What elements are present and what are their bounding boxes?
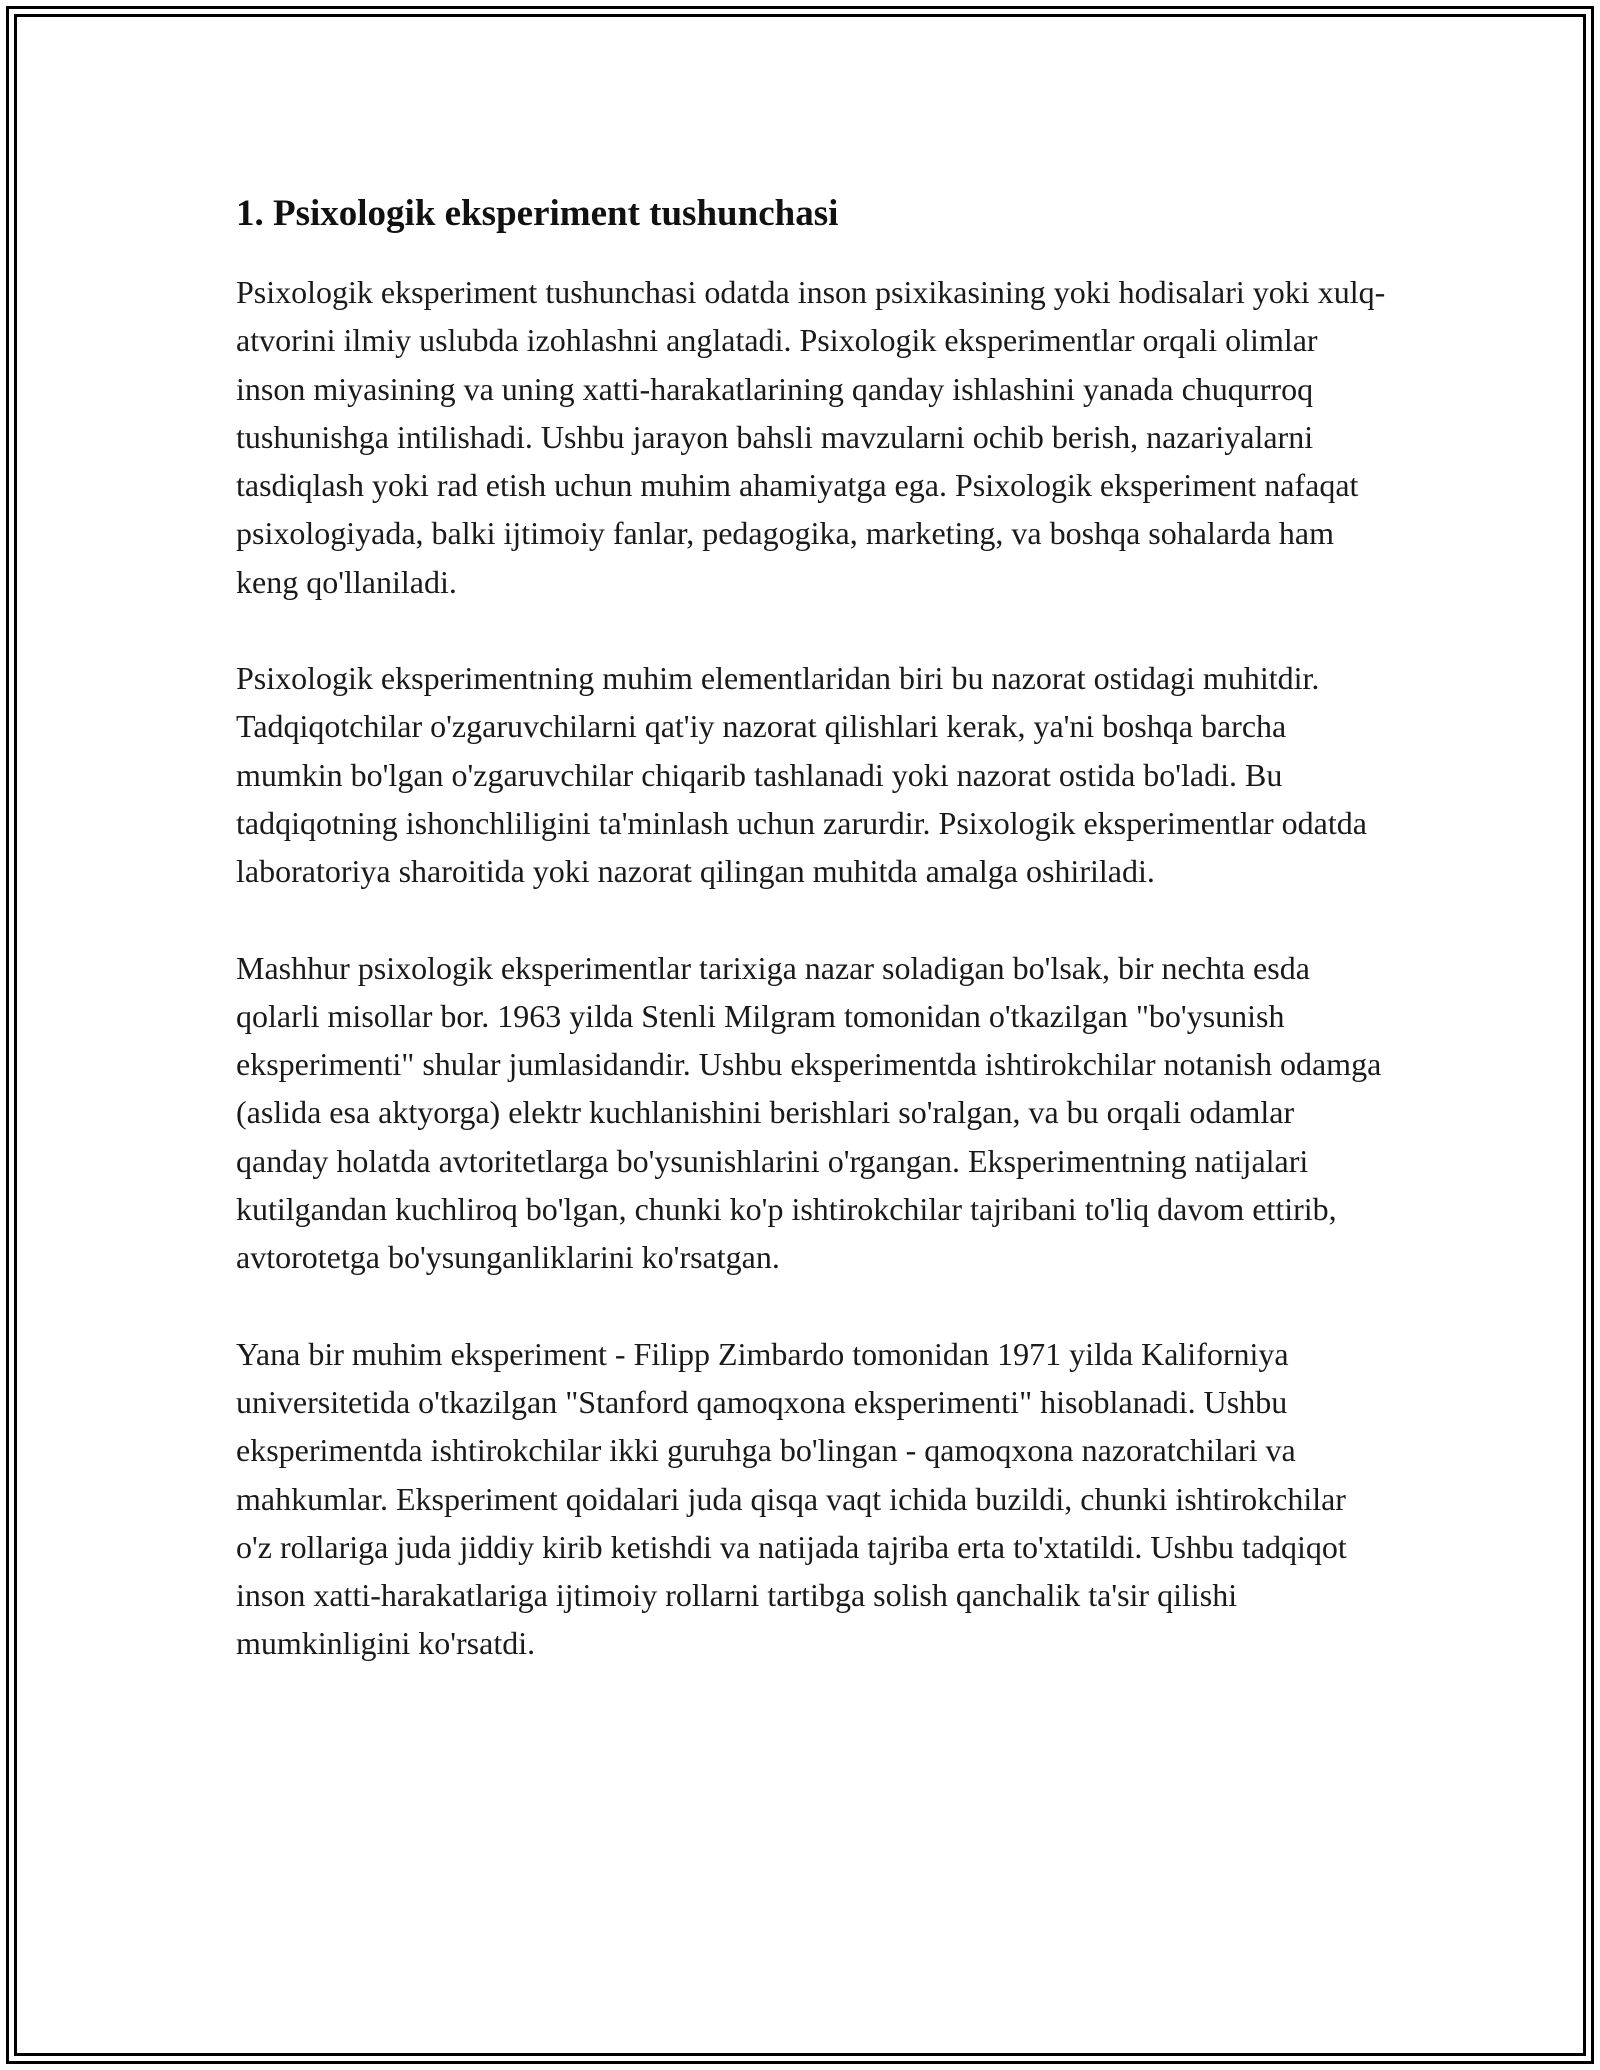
paragraph-milgram-experiment: Mashhur psixologik eksperimentlar tarixiga nazar soladigan bo'lsak, bir nechta esda qolarli misollar bor. 1963 yilda Stenli Milgram tomonidan o'tkazilgan "bo'ysunish eksperimenti" shular jumlasidandir. Ushbu eksperimentda ishtirokchilar notanish odamga (aslida esa aktyorga) elektr kuchlanishini berishlari so'ralgan, va bu orqali odamlar qanday holatda avtoritetlarga bo'ysunishlarini o'rgangan. Eksperimentning natijalari kutilgandan kuchliroq bo'lgan, chunki ko'p ishtirokchilar tajribani to'liq davom ettirib, avtorotetga bo'ysunganliklarini ko'rsatgan. bbox=[236, 949, 1382, 1276]
paragraph-stanford-experiment: Yana bir muhim eksperiment - Filipp Zimbardo tomonidan 1971 yilda Kaliforniya universitetida o'tkazilgan "Stanford qamoqxona eksperimenti" hisoblanadi. Ushbu eksperimentda ishtirokchilar ikki guruhga bo'lingan - qamoqxona nazoratchilari va mahkumlar. Eksperiment qoidalari juda qisqa vaqt ichida buzildi, chunki ishtirokchilar o'z rollariga juda jiddiy kirib ketishdi va natijada tajriba erta to'xtatildi. Ushbu tadqiqot inson xatti-harakatlariga ijtimoiy rollarni tartibga solish qanchalik ta'sir qilishi mumkinligini ko'rsatdi. bbox=[236, 1335, 1347, 1662]
document-body bbox=[236, 188, 1386, 1716]
section-title: 1. Psixologik eksperiment tushunchasi bbox=[236, 193, 839, 234]
paragraph-definition: Psixologik eksperiment tushunchasi odatda inson psixikasining yoki hodisalari yoki xulq-atvorini ilmiy uslubda izohlashni anglatadi. Psixologik eksperimentlar orqali olimlar inson miyasining va uning xatti-harakatlarining qanday ishlashini yanada chuqurroq tushunishga intilishadi. Ushbu jarayon bahsli mavzularni ochib berish, nazariyalarni tasdiqlash yoki rad etish uchun muhim ahamiyatga ega. Psixologik eksperiment nafaqat psixologiyada, balki ijtimoiy fanlar, pedagogika, marketing, va boshqa sohalarda ham keng qo'llaniladi. bbox=[236, 274, 1386, 600]
paragraph-controlled-environment: Psixologik eksperimentning muhim elementlaridan biri bu nazorat ostidagi muhitdir. Tadqiqotchilar o'zgaruvchilarni qat'iy nazorat qilishlari kerak, ya'ni boshqa barcha mumkin bo'lgan o'zgaruvchilar chiqarib tashlanadi yoki nazorat ostida bo'ladi. Bu tadqiqotning ishonchliligini ta'minlash uchun zarurdir. Psixologik eksperimentlar odatda laboratoriya sharoitida yoki nazorat qilingan muhitda amalga oshiriladi. bbox=[236, 660, 1367, 890]
